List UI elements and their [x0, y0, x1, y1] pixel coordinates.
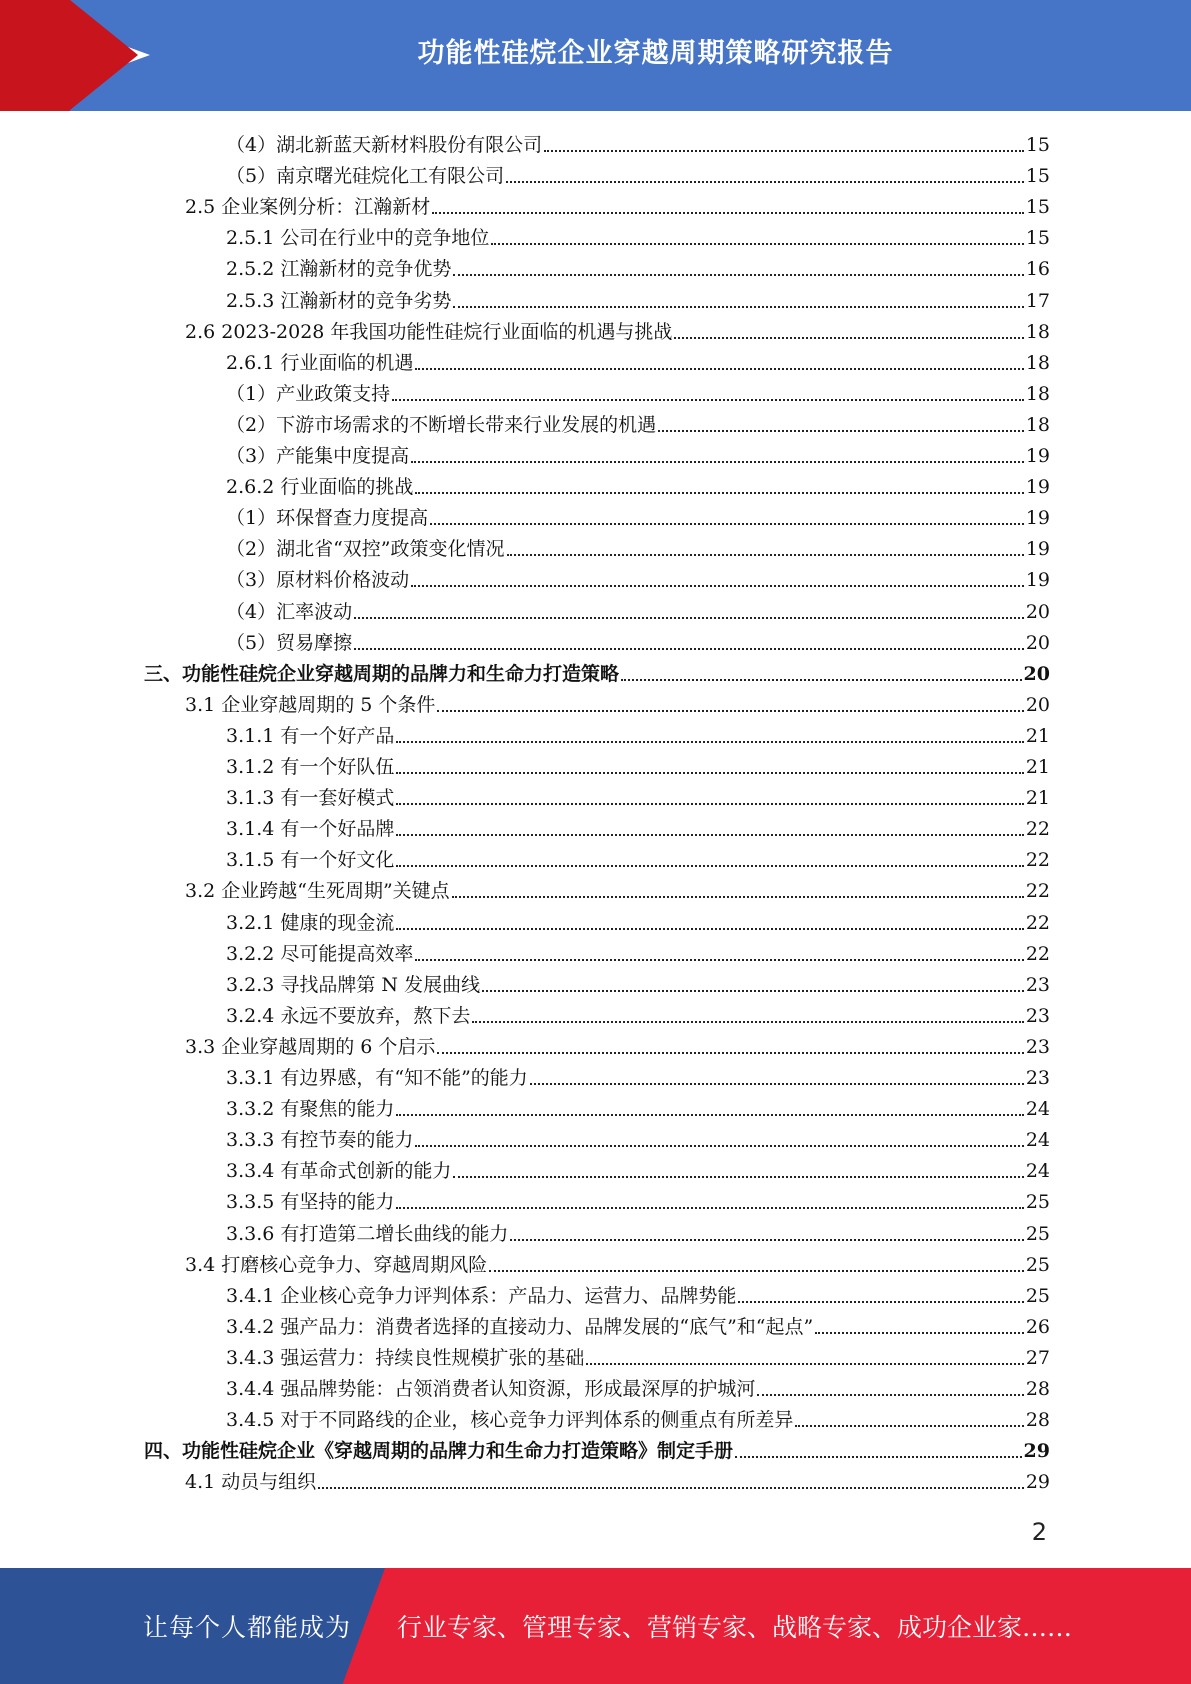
toc-entry[interactable] [226, 593, 1050, 624]
toc-entry[interactable] [144, 1432, 1050, 1463]
report-title: 功能性硅烷企业穿越周期策略研究报告 [417, 37, 894, 69]
toc-entry[interactable] [185, 188, 1050, 219]
toc-entry[interactable] [226, 1152, 1050, 1183]
toc-entry-label: 3.4.4 强品牌势能：占领消费者认知资源，形成最深厚的护城河 [226, 1378, 756, 1400]
toc-entry-label: （4）湖北新蓝天新材料股份有限公司 [226, 134, 543, 156]
toc-dot-leader [415, 368, 1023, 370]
toc-entry-page: 27 [1025, 1346, 1050, 1369]
page-footer [0, 1568, 1191, 1684]
toc-entry-page: 23 [1025, 973, 1050, 996]
toc-dot-leader [411, 461, 1024, 463]
toc-entry-page: 21 [1025, 724, 1050, 747]
page-number: 2 [1031, 1518, 1047, 1546]
toc-entry-page: 29 [1023, 1440, 1050, 1463]
toc-entry-page: 28 [1025, 1378, 1050, 1400]
toc-entry-label: 3.2 企业跨越“生死周期”关键点 [185, 880, 450, 903]
toc-entry-page: 18 [1025, 382, 1050, 405]
toc-dot-leader [453, 1176, 1023, 1178]
toc-entry[interactable] [226, 250, 1050, 281]
toc-entry-label: 3.4.2 强产品力：消费者选择的直接动力、品牌发展的“底气”和“起点” [226, 1315, 814, 1338]
toc-entry-label: 3.1.2 有一个好队伍 [226, 756, 395, 778]
toc-entry-label: 3.4 打磨核心竞争力、穿越周期风险 [185, 1253, 488, 1276]
toc-dot-leader [318, 1487, 1024, 1489]
toc-entry[interactable] [185, 1463, 1050, 1494]
toc-entry-page: 21 [1025, 756, 1050, 778]
toc-entry-page: 17 [1025, 289, 1050, 312]
toc-entry-label: 3.1.5 有一个好文化 [226, 849, 395, 872]
toc-dot-leader [544, 150, 1024, 152]
toc-entry-page: 20 [1025, 600, 1050, 623]
toc-entry-label: （1）产业政策支持 [226, 382, 391, 405]
toc-dot-leader [510, 1239, 1023, 1241]
toc-entry[interactable] [226, 344, 1050, 375]
toc-entry-page: 23 [1025, 1004, 1050, 1027]
toc-dot-leader [354, 648, 1024, 650]
toc-entry-label: （2）下游市场需求的不断增长带来行业发展的机遇 [226, 413, 657, 436]
toc-dot-leader [396, 834, 1023, 836]
toc-entry-label: 3.3.5 有坚持的能力 [226, 1191, 395, 1214]
toc-entry-page: 24 [1025, 1129, 1050, 1152]
toc-entry[interactable] [226, 748, 1050, 779]
toc-entry[interactable] [226, 1370, 1050, 1401]
toc-entry[interactable] [226, 904, 1050, 935]
toc-entry-page: 25 [1025, 1253, 1050, 1276]
toc-entry-page: 23 [1025, 1067, 1050, 1089]
toc-entry[interactable] [226, 1215, 1050, 1246]
toc-entry[interactable] [226, 1401, 1050, 1432]
toc-dot-leader [586, 1363, 1023, 1365]
toc-entry[interactable] [226, 1277, 1050, 1308]
toc-entry[interactable] [226, 841, 1050, 872]
toc-entry-label: 3.4.1 企业核心竞争力评判体系：产品力、运营力、品牌势能 [226, 1284, 737, 1307]
toc-dot-leader [396, 741, 1023, 743]
toc-entry-label: （3）产能集中度提高 [226, 445, 410, 467]
toc-entry-label: 2.6.2 行业面临的挑战 [226, 476, 414, 499]
toc-entry-label: 2.5.3 江瀚新材的竞争劣势 [226, 289, 452, 312]
toc-entry[interactable] [226, 1059, 1050, 1090]
toc-entry-label: 2.5.2 江瀚新材的竞争优势 [226, 258, 452, 281]
toc-entry-page: 24 [1025, 1098, 1050, 1121]
toc-entry-label: 3.4.3 强运营力：持续良性规模扩张的基础 [226, 1346, 585, 1369]
toc-dot-leader [396, 1207, 1023, 1209]
toc-entry[interactable] [226, 406, 1050, 437]
toc-entry[interactable] [226, 779, 1050, 810]
toc-entry[interactable] [185, 1028, 1050, 1059]
toc-entry-label: 3.2.1 健康的现金流 [226, 911, 395, 934]
toc-entry-page: 15 [1025, 227, 1050, 250]
toc-dot-leader [507, 554, 1024, 556]
toc-entry-page: 15 [1025, 196, 1050, 219]
toc-entry-page: 25 [1025, 1191, 1050, 1214]
toc-dot-leader [411, 585, 1024, 587]
toc-dot-leader [396, 928, 1023, 930]
toc-entry-label: 3.2.4 永远不要放弃，熬下去 [226, 1004, 471, 1027]
toc-dot-leader [530, 1083, 1024, 1085]
toc-dot-leader [415, 959, 1023, 961]
toc-entry-page: 25 [1025, 1284, 1050, 1307]
toc-entry[interactable] [226, 810, 1050, 841]
footer-slogan-left: 让每个人都能成为 [143, 1613, 352, 1642]
toc-entry[interactable] [185, 872, 1050, 903]
page-header [0, 0, 1191, 111]
toc-entry[interactable] [226, 717, 1050, 748]
toc-entry-label: 2.5.1 公司在行业中的竞争地位 [226, 227, 490, 250]
toc-dot-leader [396, 1114, 1023, 1116]
toc-dot-leader [472, 1021, 1023, 1023]
toc-entry-page: 20 [1023, 662, 1050, 685]
toc-entry-label: 3.1.1 有一个好产品 [226, 724, 395, 747]
toc-entry-page: 20 [1025, 631, 1050, 654]
toc-entry-page: 19 [1025, 507, 1050, 530]
toc-entry-label: 2.6.1 行业面临的机遇 [226, 351, 414, 374]
toc-entry-label: 3.3.6 有打造第二增长曲线的能力 [226, 1222, 509, 1245]
toc-dot-leader [437, 1052, 1023, 1054]
toc-entry-page: 22 [1025, 818, 1050, 841]
toc-dot-leader [415, 492, 1023, 494]
toc-entry-page: 22 [1025, 942, 1050, 965]
header-arrow-red [70, 0, 138, 110]
toc-entry[interactable] [144, 655, 1050, 686]
toc-entry[interactable] [226, 1183, 1050, 1214]
toc-entry[interactable] [185, 686, 1050, 717]
toc-entry[interactable] [226, 282, 1050, 313]
toc-dot-leader [396, 865, 1023, 867]
toc-entry[interactable] [226, 375, 1050, 406]
toc-entry-page: 22 [1025, 880, 1050, 903]
toc-entry-page: 18 [1025, 413, 1050, 436]
toc-entry-page: 19 [1025, 445, 1050, 467]
toc-dot-leader [437, 710, 1023, 712]
footer-slogan-right: 行业专家、管理专家、营销专家、战略专家、成功企业家…… [397, 1613, 1073, 1642]
toc-entry-page: 29 [1025, 1471, 1050, 1494]
toc-entry-page: 24 [1025, 1160, 1050, 1183]
toc-entry-label: 三、功能性硅烷企业穿越周期的品牌力和生命力打造策略 [144, 662, 620, 685]
toc-dot-leader [396, 772, 1023, 774]
toc-entry-label: （4）汇率波动 [226, 600, 353, 623]
toc-entry[interactable] [226, 126, 1050, 157]
toc-entry-page: 20 [1025, 693, 1050, 716]
toc-dot-leader [735, 1456, 1022, 1458]
toc-entry-page: 22 [1025, 911, 1050, 934]
toc-entry-label: 2.6 2023-2028 年我国功能性硅烷行业面临的机遇与挑战 [185, 320, 673, 343]
toc-entry[interactable] [226, 624, 1050, 655]
toc-entry[interactable] [226, 157, 1050, 188]
toc-entry[interactable] [226, 219, 1050, 250]
toc-dot-leader [482, 990, 1024, 992]
toc-dot-leader [658, 430, 1024, 432]
toc-dot-leader [621, 679, 1022, 681]
toc-entry-label: 3.3.4 有革命式创新的能力 [226, 1160, 452, 1183]
toc-entry-label: 3.1.4 有一个好品牌 [226, 818, 395, 841]
toc-entry[interactable] [185, 1246, 1050, 1277]
toc-entry-page: 18 [1025, 351, 1050, 374]
toc-entry-label: 3.2.3 寻找品牌第 N 发展曲线 [226, 973, 481, 996]
toc-dot-leader [674, 337, 1023, 339]
toc-entry-page: 19 [1025, 538, 1050, 561]
toc-entry-label: 四、功能性硅烷企业《穿越周期的品牌力和生命力打造策略》制定手册 [144, 1440, 734, 1463]
toc-dot-leader [491, 243, 1023, 245]
toc-entry-page: 19 [1025, 569, 1050, 592]
toc-dot-leader [506, 181, 1024, 183]
toc-entry-page: 16 [1025, 258, 1050, 281]
toc-entry-label: 3.4.5 对于不同路线的企业，核心竞争力评判体系的侧重点有所差异 [226, 1409, 794, 1432]
toc-entry[interactable] [226, 935, 1050, 966]
toc-entry-page: 15 [1025, 165, 1050, 188]
toc-entry[interactable] [226, 468, 1050, 499]
toc-entry[interactable] [226, 530, 1050, 561]
toc-dot-leader [738, 1301, 1023, 1303]
toc-entry-page: 25 [1025, 1222, 1050, 1245]
toc-dot-leader [453, 306, 1023, 308]
toc-entry-label: （1）环保督查力度提高 [226, 507, 429, 530]
toc-dot-leader [392, 399, 1024, 401]
toc-entry-label: 3.2.2 尽可能提高效率 [226, 942, 414, 965]
toc-dot-leader [354, 617, 1024, 619]
toc-entry-page: 15 [1025, 134, 1050, 156]
toc-entry[interactable] [185, 313, 1050, 344]
toc-entry[interactable] [226, 1090, 1050, 1121]
toc-dot-leader [757, 1394, 1023, 1396]
toc-entry-label: 3.1 企业穿越周期的 5 个条件 [185, 693, 436, 716]
toc-entry[interactable] [226, 1121, 1050, 1152]
toc-dot-leader [453, 274, 1023, 276]
toc-dot-leader [415, 1145, 1023, 1147]
toc-dot-leader [489, 1270, 1024, 1272]
toc-entry-page: 28 [1025, 1409, 1050, 1432]
toc-entry-label: （5）贸易摩擦 [226, 631, 353, 654]
toc-dot-leader [432, 212, 1024, 214]
toc-entry[interactable] [226, 437, 1050, 468]
toc-entry[interactable] [226, 561, 1050, 592]
toc-dot-leader [815, 1332, 1024, 1334]
toc-entry-page: 22 [1025, 849, 1050, 872]
toc-entry-page: 19 [1025, 476, 1050, 499]
toc-entry[interactable] [226, 1308, 1050, 1339]
toc-entry-label: 3.3.2 有聚焦的能力 [226, 1098, 395, 1121]
header-red-block [0, 0, 70, 111]
toc-entry-page: 18 [1025, 320, 1050, 343]
toc-entry-page: 26 [1025, 1315, 1050, 1338]
toc-entry-label: （2）湖北省“双控”政策变化情况 [226, 538, 505, 561]
toc-dot-leader [430, 523, 1024, 525]
toc-entry[interactable] [226, 499, 1050, 530]
toc-entry-page: 21 [1025, 787, 1050, 810]
toc-dot-leader [452, 896, 1024, 898]
toc-entry-label: 3.3 企业穿越周期的 6 个启示 [185, 1035, 436, 1058]
toc-entry[interactable] [226, 1339, 1050, 1370]
toc-entry-label: （5）南京曙光硅烷化工有限公司 [226, 165, 505, 188]
toc-entry-label: 2.5 企业案例分析：江瀚新材 [185, 196, 431, 219]
toc-entry[interactable] [226, 997, 1050, 1028]
toc-dot-leader [396, 803, 1023, 805]
toc-entry-label: 3.3.3 有控节奏的能力 [226, 1129, 414, 1152]
toc-entry-label: 4.1 动员与组织 [185, 1471, 317, 1494]
toc-entry-label: 3.3.1 有边界感，有“知不能”的能力 [226, 1067, 528, 1089]
toc-entry-label: （3）原材料价格波动 [226, 569, 410, 592]
toc-entry-page: 23 [1025, 1035, 1050, 1058]
toc-entry-label: 3.1.3 有一套好模式 [226, 787, 395, 810]
toc-dot-leader [795, 1425, 1023, 1427]
toc-entry[interactable] [226, 966, 1050, 997]
